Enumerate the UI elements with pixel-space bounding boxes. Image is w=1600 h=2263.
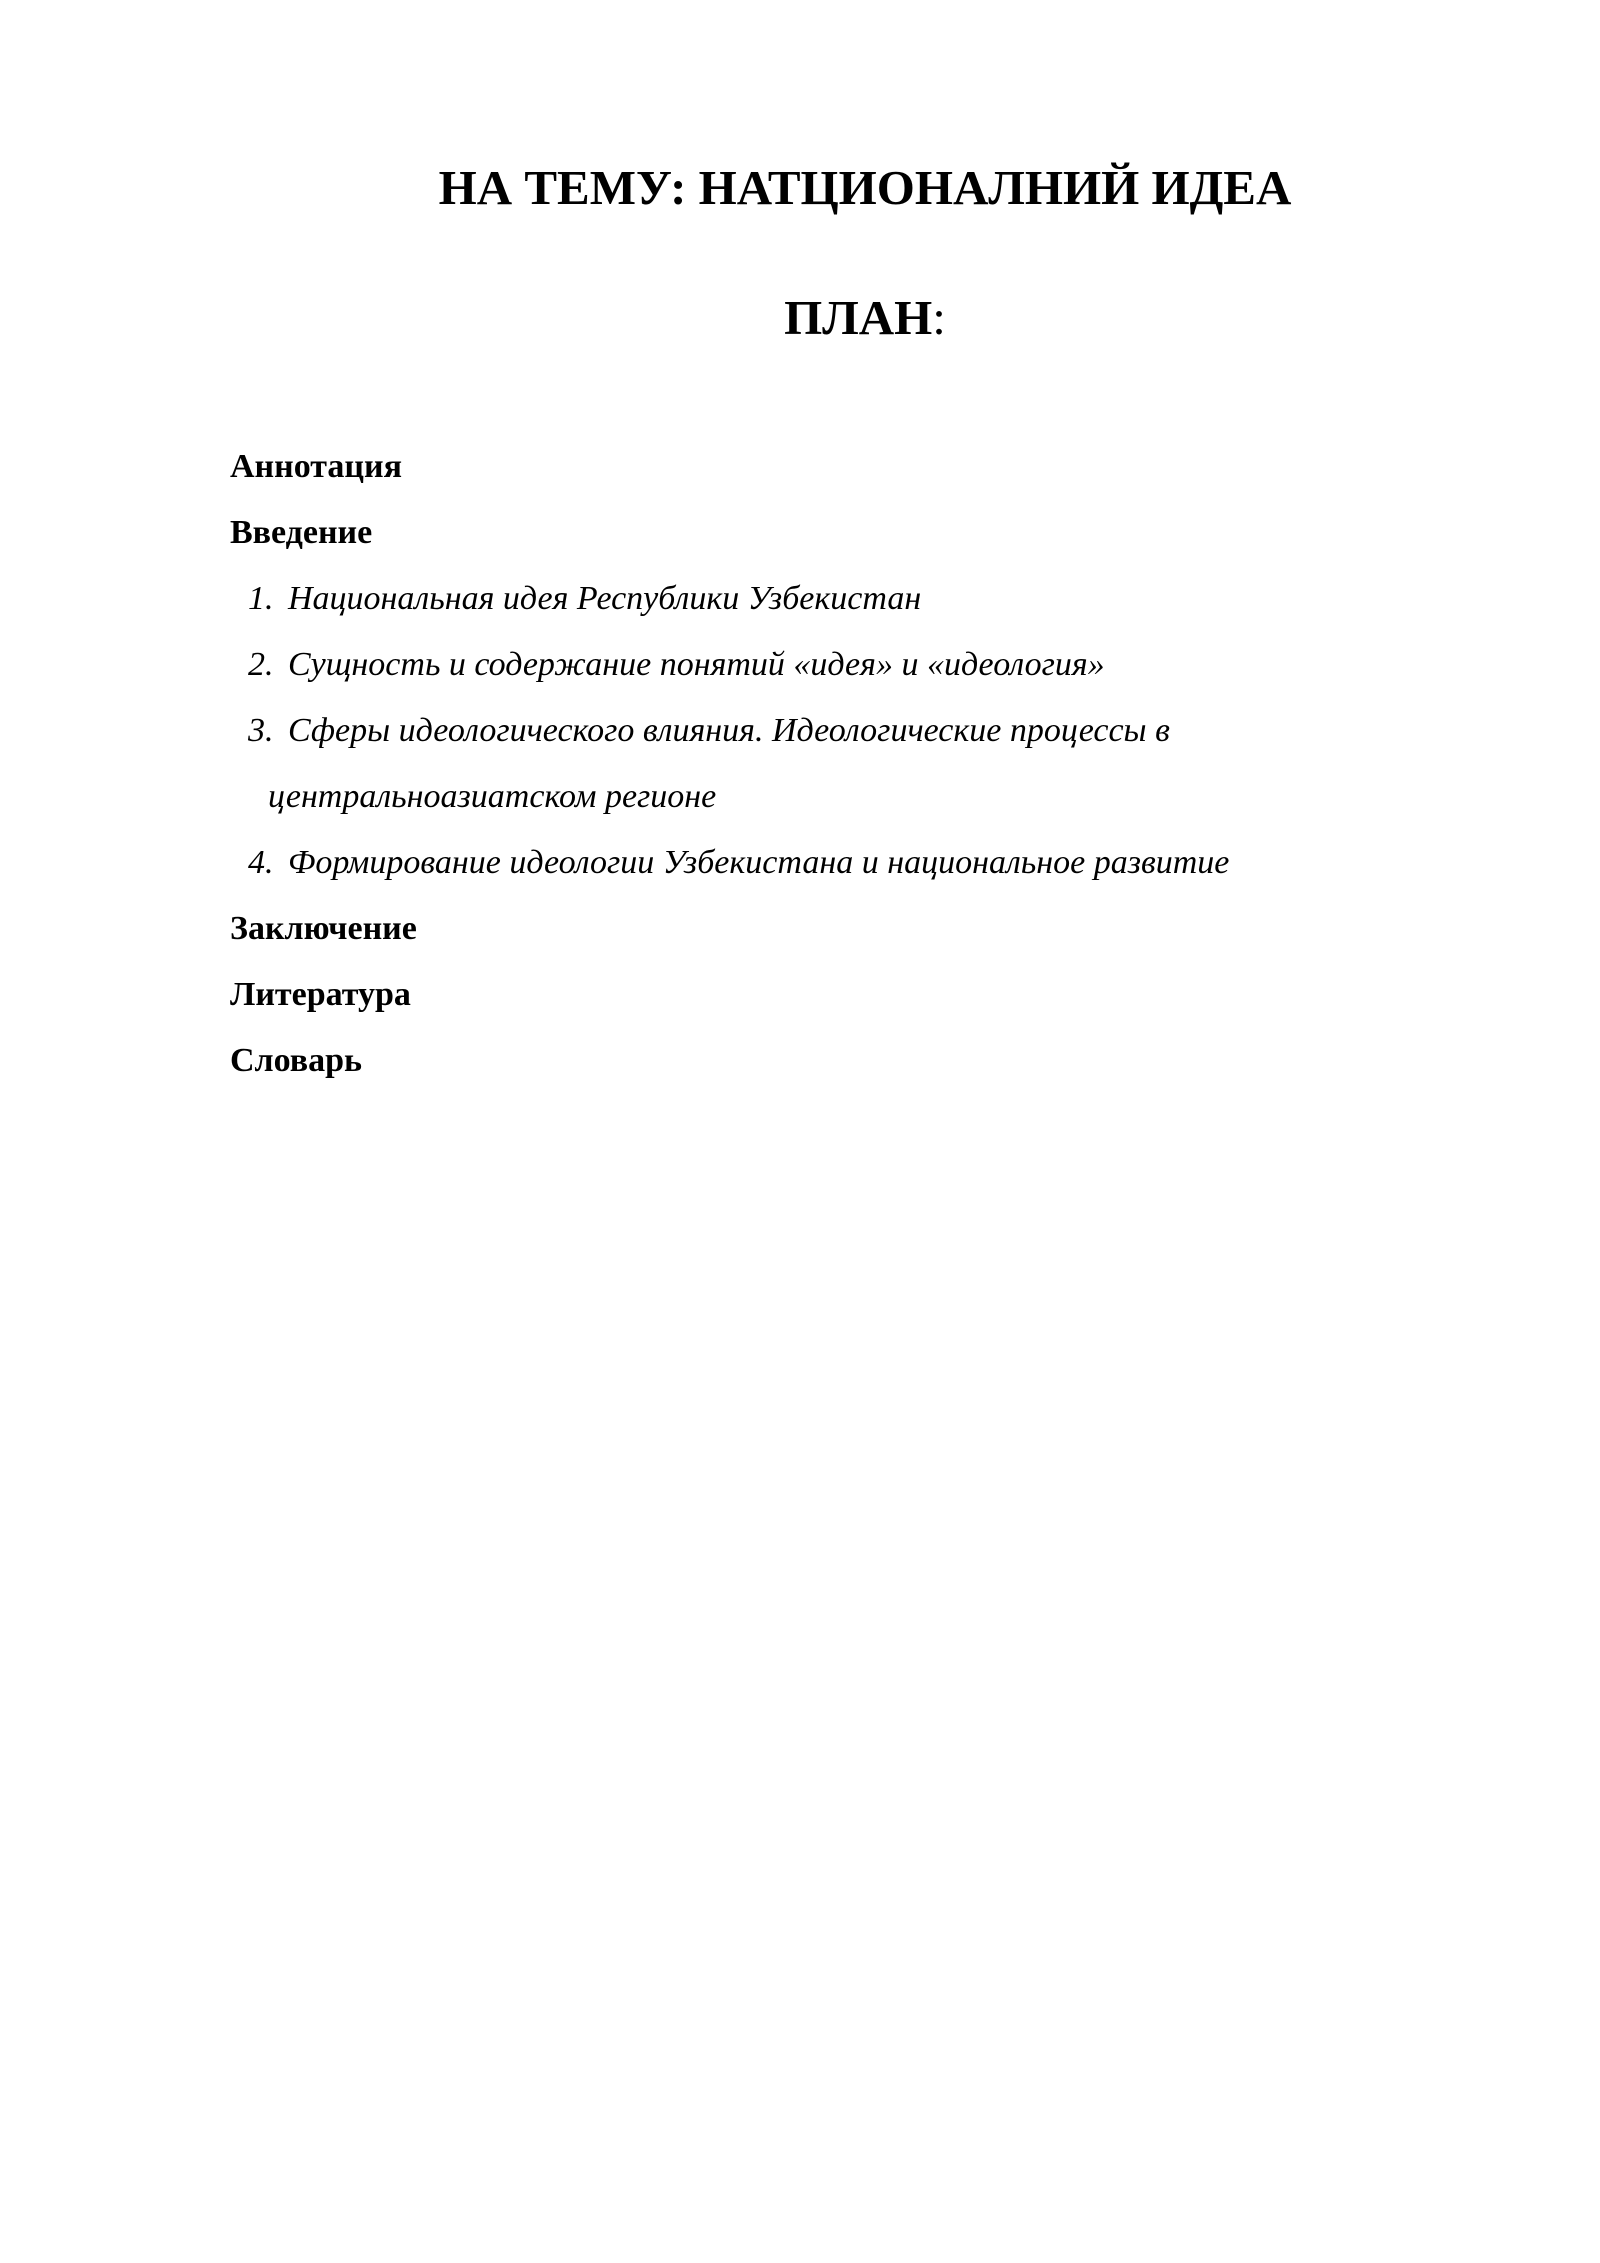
- toc-conclusion: Заключение: [230, 910, 417, 947]
- toc-chapter-number: 2.: [248, 646, 274, 683]
- toc-chapter-text: Сферы идеологического влияния. Идеологические процессы в: [288, 712, 1170, 749]
- toc-chapter-text: Сущность и содержание понятий «идея» и «идеология»: [288, 646, 1105, 683]
- table-of-contents: [230, 434, 1430, 1094]
- toc-chapter-3: [230, 698, 1430, 830]
- toc-chapter-number: 1.: [248, 580, 274, 617]
- plan-heading: [230, 288, 1500, 348]
- toc-chapter-text: Формирование идеологии Узбекистана и национальное развитие: [288, 844, 1230, 881]
- toc-glossary: Словарь: [230, 1042, 363, 1079]
- toc-introduction: Введение: [230, 514, 373, 551]
- toc-chapter-2: [230, 632, 1430, 698]
- plan-heading-text: ПЛАН: [784, 290, 933, 345]
- toc-literature: Литература: [230, 976, 411, 1013]
- plan-heading-colon: :: [932, 290, 946, 345]
- toc-chapter-4: [230, 830, 1430, 896]
- toc-chapter-text-continuation: центральноазиатском регионе: [268, 778, 717, 815]
- toc-chapter-text: Национальная идея Республики Узбекистан: [288, 580, 922, 617]
- toc-annotation: Аннотация: [230, 448, 402, 485]
- toc-chapter-number: 3.: [248, 712, 274, 749]
- document-title: НА ТЕМУ: НАТЦИОНАЛНИЙ ИДЕА: [438, 160, 1292, 215]
- toc-chapter-number: 4.: [248, 844, 274, 881]
- toc-chapter-1: [230, 566, 1430, 632]
